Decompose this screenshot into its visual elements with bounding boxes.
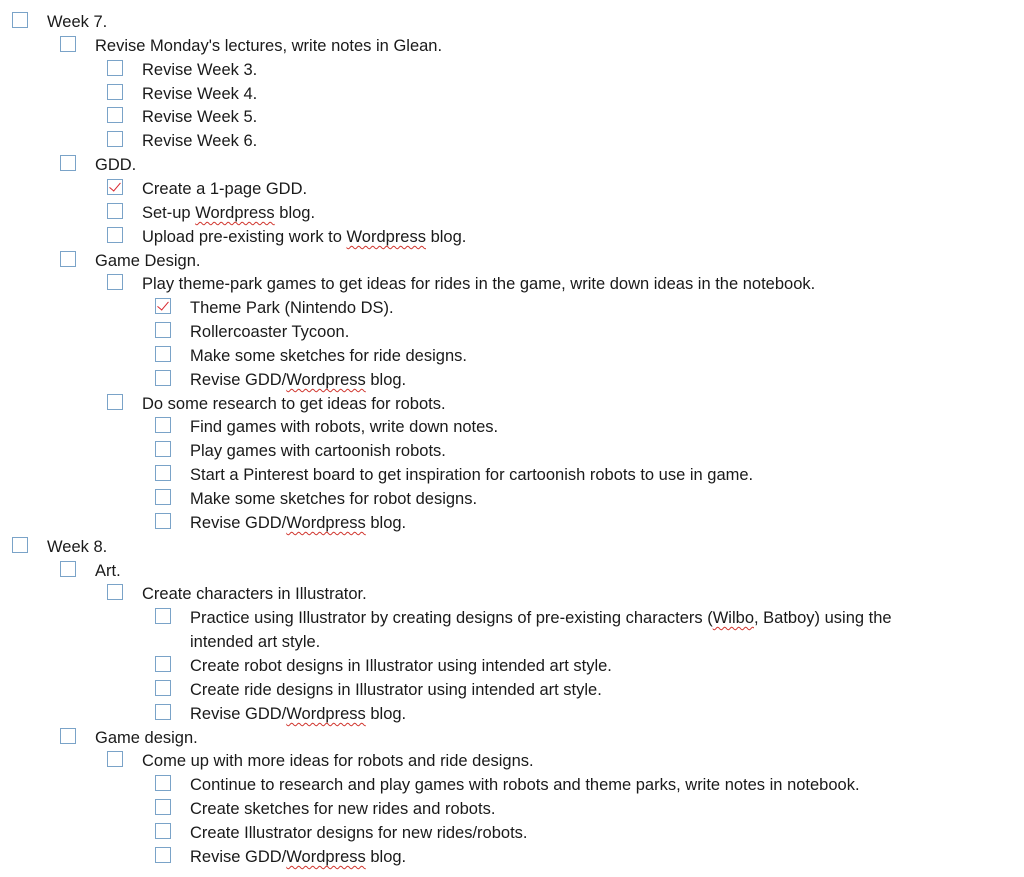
checkbox[interactable] — [155, 775, 171, 791]
text-run: blog. — [426, 228, 467, 246]
checklist-item-text — [95, 153, 136, 177]
checklist-item-text — [190, 654, 612, 678]
checklist-item-text — [95, 726, 198, 750]
checklist-item-text — [142, 105, 257, 129]
checklist-item-text — [95, 34, 442, 58]
checkbox-checked[interactable] — [107, 179, 123, 195]
checklist-item-text — [142, 201, 315, 225]
checkbox[interactable] — [60, 728, 76, 744]
text-run: Create Illustrator designs for new rides/robots. — [190, 824, 528, 842]
checkbox[interactable] — [155, 322, 171, 338]
text-run: Create ride designs in Illustrator using intended art style. — [190, 681, 602, 699]
checkbox[interactable] — [155, 346, 171, 362]
text-run: Theme Park (Nintendo DS). — [190, 299, 394, 317]
text-run: Make some sketches for ride designs. — [190, 347, 467, 365]
text-run: Revise Week 4. — [142, 85, 258, 103]
checkbox[interactable] — [107, 584, 123, 600]
checkbox[interactable] — [155, 799, 171, 815]
text-run: Revise Monday's lectures, write notes in Glean. — [95, 37, 443, 55]
text-run: , Batboy) using the — [754, 609, 892, 627]
checklist-item-text-continuation: intended art style. — [190, 633, 321, 651]
checkbox[interactable] — [107, 394, 123, 410]
text-run: Continue to research and play games with robots and theme parks, write notes in notebook. — [190, 776, 860, 794]
spellcheck-flagged-word: Wordpress — [286, 705, 366, 723]
text-run: Revise Week 3. — [142, 61, 258, 79]
checklist-item-text — [142, 582, 367, 606]
checkbox[interactable] — [155, 441, 171, 457]
text-run: Play theme-park games to get ideas for rides in the game, write down ideas in the notebook. — [142, 275, 816, 293]
text-run: blog. — [274, 204, 316, 222]
checkbox[interactable] — [155, 847, 171, 863]
checkbox[interactable] — [107, 274, 123, 290]
checkbox[interactable] — [12, 537, 28, 553]
checkbox[interactable] — [155, 513, 171, 529]
checklist-item-text — [142, 82, 257, 106]
checklist-item-text — [142, 272, 815, 296]
checklist-item-text — [190, 487, 477, 511]
text-run: Week 7. — [47, 13, 108, 31]
checkbox[interactable] — [107, 131, 123, 147]
text-run: Revise GDD/ — [190, 371, 287, 389]
checklist-item-text — [190, 415, 498, 439]
checkbox[interactable] — [155, 489, 171, 505]
text-run: Revise GDD/ — [190, 514, 287, 532]
checklist-item-text — [190, 320, 349, 344]
checklist-item-text — [190, 821, 528, 845]
text-run: Come up with more ideas for robots and ride designs. — [142, 752, 534, 770]
text-run: Practice using Illustrator by creating designs of pre-existing characters ( — [190, 609, 713, 627]
checklist-item-text — [95, 559, 121, 583]
text-run: Art. — [95, 562, 121, 580]
checklist-item-text — [142, 225, 466, 249]
text-run: blog. — [365, 371, 407, 389]
text-run: Play games with cartoonish robots. — [190, 442, 446, 460]
text-run: Create characters in Illustrator. — [142, 585, 367, 603]
checklist-item-text — [142, 129, 257, 153]
checklist-item-text — [190, 845, 406, 869]
text-run: Game Design. — [95, 252, 201, 270]
text-run: blog. — [365, 514, 407, 532]
text-run: GDD. — [95, 156, 137, 174]
checklist-item-text — [142, 58, 257, 82]
checkbox[interactable] — [155, 680, 171, 696]
checkbox[interactable] — [60, 36, 76, 52]
text-run: Revise Week 5. — [142, 108, 258, 126]
checklist-item-text — [47, 535, 107, 559]
checkbox[interactable] — [107, 84, 123, 100]
checkbox[interactable] — [60, 251, 76, 267]
text-run: Find games with robots, write down notes. — [190, 418, 499, 436]
checklist-item-text — [190, 773, 860, 797]
text-run: Create robot designs in Illustrator using intended art style. — [190, 657, 612, 675]
checklist-item-text — [190, 678, 602, 702]
text-run: Week 8. — [47, 538, 108, 556]
checkbox[interactable] — [155, 823, 171, 839]
spellcheck-flagged-word: Wordpress — [286, 848, 366, 866]
checkbox[interactable] — [107, 203, 123, 219]
checklist-item-text — [47, 10, 107, 34]
checklist-item-text — [190, 511, 406, 535]
checklist-item-text — [190, 606, 892, 630]
checklist-item-text — [190, 296, 394, 320]
text-run: Rollercoaster Tycoon. — [190, 323, 350, 341]
text-run: Revise Week 6. — [142, 132, 258, 150]
text-run: Revise GDD/ — [190, 848, 287, 866]
checkbox[interactable] — [107, 227, 123, 243]
checkbox[interactable] — [107, 751, 123, 767]
spellcheck-flagged-word: Wordpress — [195, 204, 275, 222]
checkbox[interactable] — [107, 107, 123, 123]
text-run: Start a Pinterest board to get inspiration for cartoonish robots to use in game. — [190, 466, 754, 484]
text-run: blog. — [365, 705, 407, 723]
checklist-item-text — [95, 249, 200, 273]
text-run: Revise GDD/ — [190, 705, 287, 723]
checkbox[interactable] — [12, 12, 28, 28]
checklist-item-text — [190, 797, 495, 821]
checkbox[interactable] — [155, 465, 171, 481]
checkbox[interactable] — [60, 155, 76, 171]
checklist-item-text — [190, 463, 753, 487]
spellcheck-flagged-word: Wordpress — [286, 371, 366, 389]
checklist-item-text — [190, 702, 406, 726]
checkbox[interactable] — [155, 704, 171, 720]
checkbox[interactable] — [155, 656, 171, 672]
checkbox[interactable] — [107, 60, 123, 76]
checkbox-checked[interactable] — [155, 298, 171, 314]
checklist-item-text — [190, 439, 446, 463]
text-run: Create a 1-page GDD. — [142, 180, 308, 198]
text-run: blog. — [365, 848, 407, 866]
checklist-item-text — [142, 177, 307, 201]
spellcheck-flagged-word: Wordpress — [346, 228, 426, 246]
text-run: Make some sketches for robot designs. — [190, 490, 478, 508]
checkbox[interactable] — [60, 561, 76, 577]
text-run: Create sketches for new rides and robots. — [190, 800, 496, 818]
spellcheck-flagged-word: Wordpress — [286, 514, 366, 532]
checklist-item-text — [142, 392, 446, 416]
checklist-item-text — [190, 368, 406, 392]
text-run: Game design. — [95, 729, 198, 747]
checkbox[interactable] — [155, 417, 171, 433]
text-run: Set-up — [142, 204, 196, 222]
checkbox[interactable] — [155, 370, 171, 386]
spellcheck-flagged-word: Wilbo — [712, 609, 754, 627]
checklist-item-text — [142, 749, 534, 773]
text-run: Upload pre-existing work to — [142, 228, 347, 246]
text-run: Do some research to get ideas for robots. — [142, 395, 446, 413]
checkbox[interactable] — [155, 608, 171, 624]
checklist-item-text — [190, 344, 467, 368]
